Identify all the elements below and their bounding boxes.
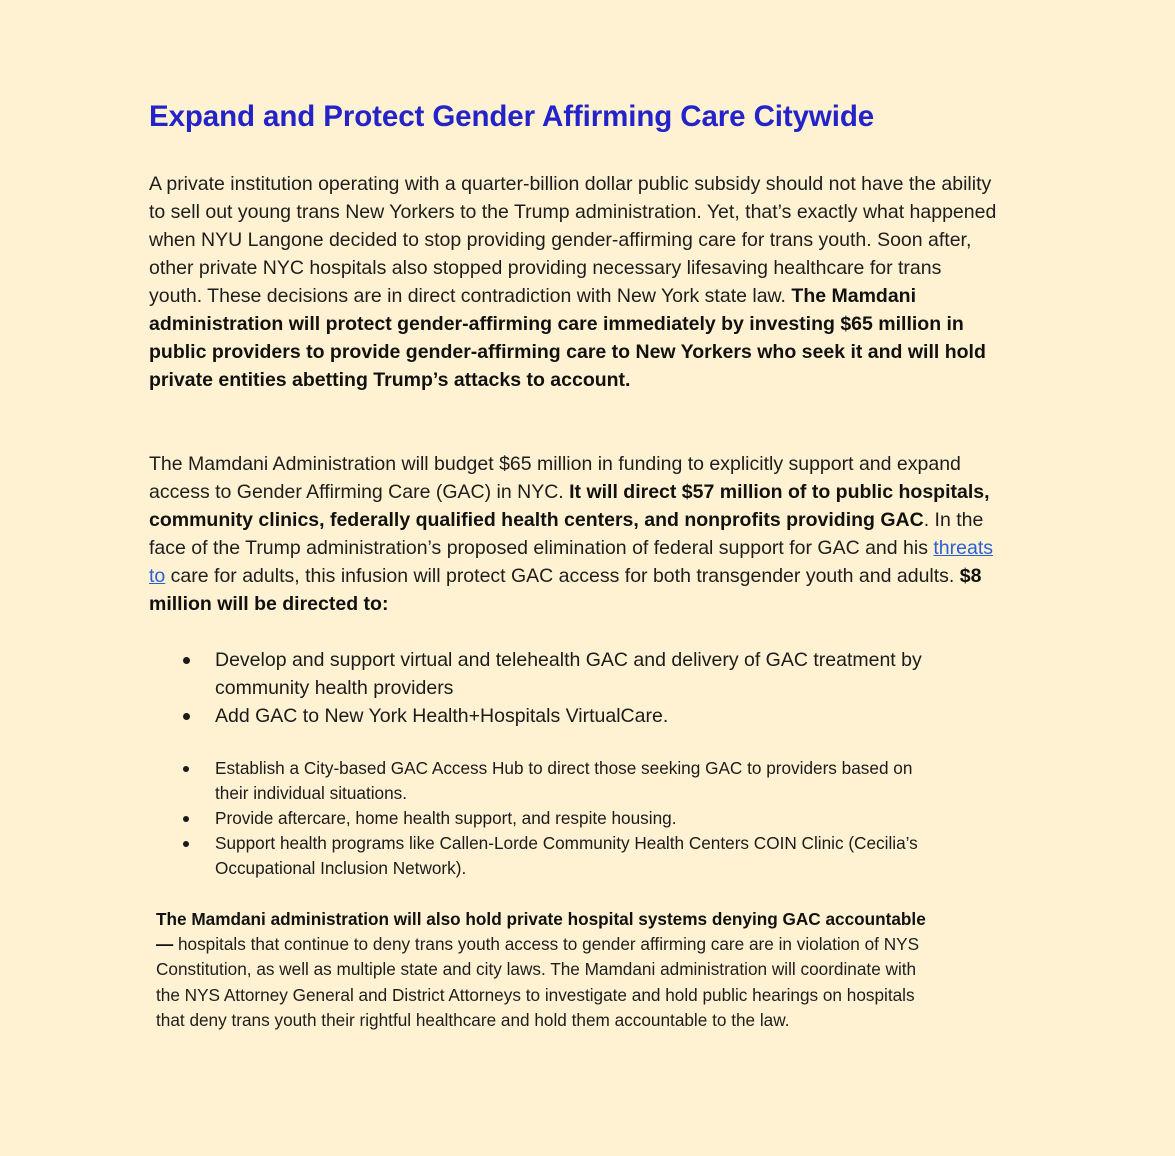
threats-to-link[interactable]: threats to xyxy=(149,537,994,587)
funding-text-a: The Mamdani Administration will budget $65 million in funding to explicitly support and expand access to Gender Affirming Care (GAC) in NYC. xyxy=(149,453,961,503)
bullet-icon xyxy=(183,766,189,772)
list-item xyxy=(149,831,949,881)
list-item-text: Support health programs like Callen-Lorde Community Health Centers COIN Clinic (Cecilia’s Occupational Inclusion Network). xyxy=(215,833,918,878)
list-item-text: Add GAC to New York Health+Hospitals VirtualCare. xyxy=(215,705,669,727)
intro-text: A private institution operating with a quarter-billion dollar public subsidy should not have the ability to sell out young trans New Yorkers to the Trump administration. Yet, that’s exactly what happened when NYU Langone decided to stop providing gender-affirming care for trans youth. Soon after, other private NYC hospitals also stopped providing necessary lifesaving healthcare for trans youth. These decisions are in direct contradiction with New York state law. xyxy=(149,173,997,307)
intro-bold-statement: The Mamdani administration will protect gender-affirming care immediately by investing $65 million in public providers to provide gender-affirming care to New Yorkers who seek it and will hold private entities abetting Trump’s attacks to account. xyxy=(149,285,986,391)
list-item xyxy=(149,702,999,730)
list-item xyxy=(149,646,999,702)
page-title: Expand and Protect Gender Affirming Care Citywide xyxy=(149,100,875,133)
bullet-icon xyxy=(183,713,190,720)
accountability-paragraph xyxy=(156,907,936,1033)
funding-bold-b: $8 million will be directed to: xyxy=(149,565,982,615)
list-item xyxy=(149,806,949,831)
list-item xyxy=(149,756,949,806)
list-item-text: Establish a City-based GAC Access Hub to direct those seeking GAC to providers based on their individual situations. xyxy=(215,758,913,803)
funding-text-b: . In the face of the Trump administration’s proposed elimination of federal support for GAC and his xyxy=(149,509,984,559)
list-item-text: Develop and support virtual and telehealth GAC and delivery of GAC treatment by community health providers xyxy=(215,649,922,699)
funding-bold-a: It will direct $57 million of to public hospitals, community clinics, federally qualified health centers, and nonprofits providing GAC xyxy=(149,481,990,531)
intro-paragraph xyxy=(149,170,999,394)
bullet-icon xyxy=(183,841,189,847)
funding-text-c: care for adults, this infusion will protect GAC access for both transgender youth and adults. xyxy=(165,565,960,587)
list-item-text: Provide aftercare, home health support, and respite housing. xyxy=(215,808,677,828)
funding-paragraph xyxy=(149,450,999,618)
bullet-icon xyxy=(183,816,189,822)
bullet-icon xyxy=(183,657,190,664)
accountability-text: hospitals that continue to deny trans youth access to gender affirming care are in violation of NYS Constitution, as well as multiple state and city laws. The Mamdani administration will coordinate with the NYS Attorney General and District Attorneys to investigate and hold public hearings on hospitals that deny trans youth their rightful healthcare and hold them accountable to the law. xyxy=(156,934,920,1030)
accountability-bold: The Mamdani administration will also hold private hospital systems denying GAC accountable — xyxy=(156,909,926,955)
bullet-list-primary xyxy=(149,646,999,730)
bullet-list-secondary xyxy=(149,756,949,881)
